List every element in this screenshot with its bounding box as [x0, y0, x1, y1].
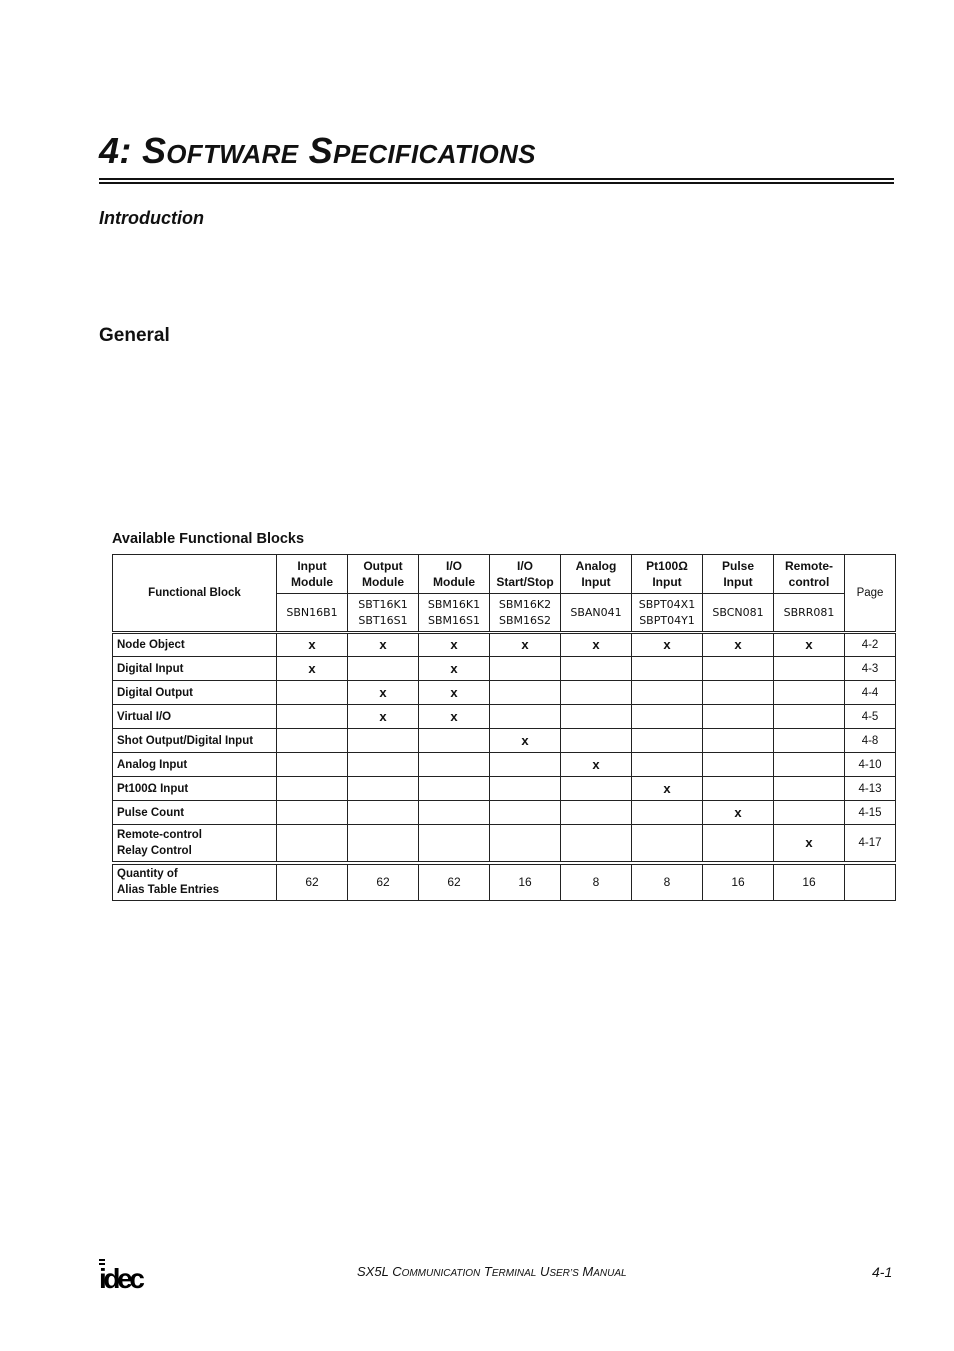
availability-mark: x [490, 633, 561, 657]
column-header-line: Remote- [784, 559, 833, 573]
availability-mark [490, 705, 561, 729]
general-heading: General [99, 325, 170, 346]
availability-mark [561, 777, 632, 801]
table-row [113, 705, 896, 729]
column-header-line: Input [652, 575, 682, 589]
row-label-line: Analog Input [117, 758, 188, 771]
alias-entry-count: 16 [703, 863, 774, 901]
availability-mark [490, 657, 561, 681]
availability-mark [703, 777, 774, 801]
model-number: SBM16S2 [499, 613, 551, 627]
model-number: SBT16K1 [358, 597, 408, 611]
availability-mark [561, 681, 632, 705]
row-label-line: Remote-control [117, 828, 202, 841]
alias-entry-count: 8 [561, 863, 632, 901]
row-label [113, 825, 277, 863]
availability-mark [277, 753, 348, 777]
table-row [113, 633, 896, 657]
availability-mark [632, 681, 703, 705]
table-row [113, 777, 896, 801]
availability-mark: x [632, 777, 703, 801]
model-number: SBM16K1 [427, 597, 481, 611]
availability-mark [632, 825, 703, 863]
page-reference: 4-5 [845, 705, 896, 729]
page-reference: 4-17 [845, 825, 896, 863]
chapter-title-smallcaps: OFTWARE [166, 139, 299, 169]
row-label [113, 657, 277, 681]
alias-entry-count: 16 [490, 863, 561, 901]
availability-mark: x [348, 681, 419, 705]
title-rule [99, 178, 894, 180]
alias-entry-count: 8 [632, 863, 703, 901]
availability-mark [277, 801, 348, 825]
functional-blocks-table [112, 554, 896, 901]
introduction-heading: Introduction [99, 208, 204, 228]
availability-mark: x [774, 633, 845, 657]
functional-block-header: Functional Block [113, 555, 277, 633]
row-label-line: Shot Output/Digital Input [117, 734, 254, 747]
availability-mark [490, 777, 561, 801]
model-number-cell [277, 594, 348, 633]
chapter-title [99, 128, 536, 177]
availability-mark [348, 753, 419, 777]
column-header-line: Pulse [721, 559, 754, 573]
model-number: SBN16B1 [286, 605, 338, 619]
table-row [113, 801, 896, 825]
availability-mark [703, 681, 774, 705]
column-header [348, 555, 419, 594]
row-label-line: Virtual I/O [117, 710, 172, 723]
availability-mark [632, 657, 703, 681]
column-header-line: Module [433, 575, 475, 589]
availability-mark: x [348, 705, 419, 729]
column-header [703, 555, 774, 594]
column-header [490, 555, 561, 594]
chapter-number: 4: [99, 130, 132, 171]
availability-mark: x [419, 633, 490, 657]
footer-title-part: M [582, 1264, 594, 1279]
availability-mark [703, 729, 774, 753]
footer-title-part: ANUAL [593, 1268, 627, 1279]
column-header-line: I/O [516, 559, 533, 573]
availability-mark [490, 801, 561, 825]
availability-mark [632, 729, 703, 753]
footer-manual-title [357, 1264, 627, 1279]
availability-mark: x [703, 633, 774, 657]
row-label-line: Digital Output [117, 686, 194, 699]
availability-mark: x [774, 825, 845, 863]
model-number: SBT16S1 [358, 613, 408, 627]
availability-mark [490, 753, 561, 777]
idec-logo [99, 1259, 145, 1291]
availability-mark [348, 825, 419, 863]
row-label-line: Node Object [117, 639, 185, 651]
footer-title-part: OMMUNICATION [401, 1268, 481, 1279]
model-number: SBM16S1 [428, 613, 480, 627]
availability-mark: x [632, 633, 703, 657]
column-header [561, 555, 632, 594]
row-label [113, 753, 277, 777]
column-header-line: control [788, 575, 830, 589]
availability-mark [348, 657, 419, 681]
availability-mark [632, 753, 703, 777]
row-label [113, 705, 277, 729]
row-label [113, 801, 277, 825]
table-row [113, 753, 896, 777]
row-label [113, 863, 277, 901]
column-header [277, 555, 348, 594]
row-label-line: Pulse Count [117, 806, 185, 819]
availability-mark [419, 729, 490, 753]
table-row [113, 825, 896, 863]
row-label-line: Digital Input [117, 662, 184, 675]
table-row [113, 657, 896, 681]
column-header-line: Input [723, 575, 753, 589]
column-header [419, 555, 490, 594]
alias-entry-count: 62 [277, 863, 348, 901]
availability-mark [490, 681, 561, 705]
page-reference: 4-2 [845, 633, 896, 657]
footer-title-part: C [392, 1264, 402, 1279]
availability-mark [561, 705, 632, 729]
column-header-line: Input [581, 575, 611, 589]
chapter-title-initial: S [141, 130, 167, 171]
title-rule [99, 182, 894, 184]
alias-entry-count: 62 [348, 863, 419, 901]
availability-mark [277, 729, 348, 753]
availability-mark: x [490, 729, 561, 753]
model-number: SBRR081 [783, 605, 835, 619]
availability-mark [774, 657, 845, 681]
alias-entry-count: 16 [774, 863, 845, 901]
availability-mark [632, 705, 703, 729]
footer-title-part: SER’S [549, 1268, 579, 1279]
availability-mark: x [419, 681, 490, 705]
availability-mark [419, 801, 490, 825]
availability-mark [774, 753, 845, 777]
column-header [632, 555, 703, 594]
model-number-cell [774, 594, 845, 633]
column-header-line: Start/Stop [496, 575, 554, 589]
model-number-cell [703, 594, 774, 633]
table-body [113, 633, 896, 901]
footer-page-number: 4-1 [872, 1264, 893, 1280]
availability-mark [774, 705, 845, 729]
page-header: Page [845, 555, 896, 633]
availability-mark: x [561, 633, 632, 657]
availability-mark [632, 801, 703, 825]
availability-mark [348, 777, 419, 801]
table-row [113, 681, 896, 705]
page-reference: 4-15 [845, 801, 896, 825]
column-header-line: Module [362, 575, 404, 589]
column-header-line: Module [291, 575, 333, 589]
availability-mark: x [419, 705, 490, 729]
row-label [113, 729, 277, 753]
model-number: SBM16K2 [498, 597, 552, 611]
model-number: SBPT04X1 [638, 597, 696, 611]
availability-mark [277, 777, 348, 801]
model-number-cell [419, 594, 490, 633]
model-number-cell [490, 594, 561, 633]
page-reference [845, 863, 896, 901]
availability-mark [277, 705, 348, 729]
page-reference: 4-8 [845, 729, 896, 753]
availability-mark [419, 777, 490, 801]
alias-entry-count: 62 [419, 863, 490, 901]
footer-title-part: ERMINAL [491, 1268, 537, 1279]
availability-mark [277, 681, 348, 705]
row-label [113, 633, 277, 657]
model-number: SBAN041 [570, 605, 622, 619]
availability-mark: x [277, 633, 348, 657]
availability-mark [703, 705, 774, 729]
availability-mark [774, 681, 845, 705]
column-header-line: Output [363, 559, 403, 573]
availability-mark [348, 729, 419, 753]
availability-mark [774, 777, 845, 801]
availability-mark: x [348, 633, 419, 657]
availability-mark: x [277, 657, 348, 681]
footer-title-part: T [483, 1264, 492, 1279]
column-header [774, 555, 845, 594]
row-label-line: Pt100Ω Input [117, 782, 189, 795]
availability-mark [561, 825, 632, 863]
model-number-cell [348, 594, 419, 633]
column-header-line: Analog [575, 559, 617, 573]
availability-mark [561, 657, 632, 681]
page-reference: 4-3 [845, 657, 896, 681]
chapter-title-initial: S [308, 130, 333, 171]
chapter-title-smallcaps: PECIFICATIONS [332, 139, 536, 169]
availability-mark [774, 801, 845, 825]
availability-mark [348, 801, 419, 825]
availability-mark [703, 657, 774, 681]
row-label-line: Quantity of [117, 868, 178, 881]
logo-text: idec [99, 1263, 143, 1291]
column-header-line: I/O [445, 559, 462, 573]
model-number-cell [561, 594, 632, 633]
footer-title-part: U [539, 1264, 550, 1279]
page-reference: 4-13 [845, 777, 896, 801]
page-reference: 4-4 [845, 681, 896, 705]
availability-mark [774, 729, 845, 753]
model-number: SBPT04Y1 [639, 613, 695, 627]
availability-mark [703, 753, 774, 777]
availability-mark [490, 825, 561, 863]
row-label [113, 681, 277, 705]
column-header-line: Input [297, 559, 327, 573]
availability-mark [703, 825, 774, 863]
availability-mark [419, 753, 490, 777]
availability-mark [419, 825, 490, 863]
availability-mark [277, 825, 348, 863]
row-label [113, 777, 277, 801]
footer-title-part: SX5L [357, 1264, 393, 1279]
table-caption: Available Functional Blocks [112, 531, 305, 547]
row-label-line: Relay Control [117, 844, 192, 857]
availability-mark [561, 801, 632, 825]
model-number: SBCN081 [712, 605, 764, 619]
availability-mark: x [561, 753, 632, 777]
model-number-cell [632, 594, 703, 633]
availability-mark: x [419, 657, 490, 681]
quantity-row [113, 863, 896, 901]
table-row [113, 729, 896, 753]
page-reference: 4-10 [845, 753, 896, 777]
availability-mark: x [703, 801, 774, 825]
row-label-line: Alias Table Entries [117, 884, 220, 897]
column-header-line: Pt100Ω [646, 559, 688, 573]
availability-mark [561, 729, 632, 753]
table-header [113, 555, 896, 633]
